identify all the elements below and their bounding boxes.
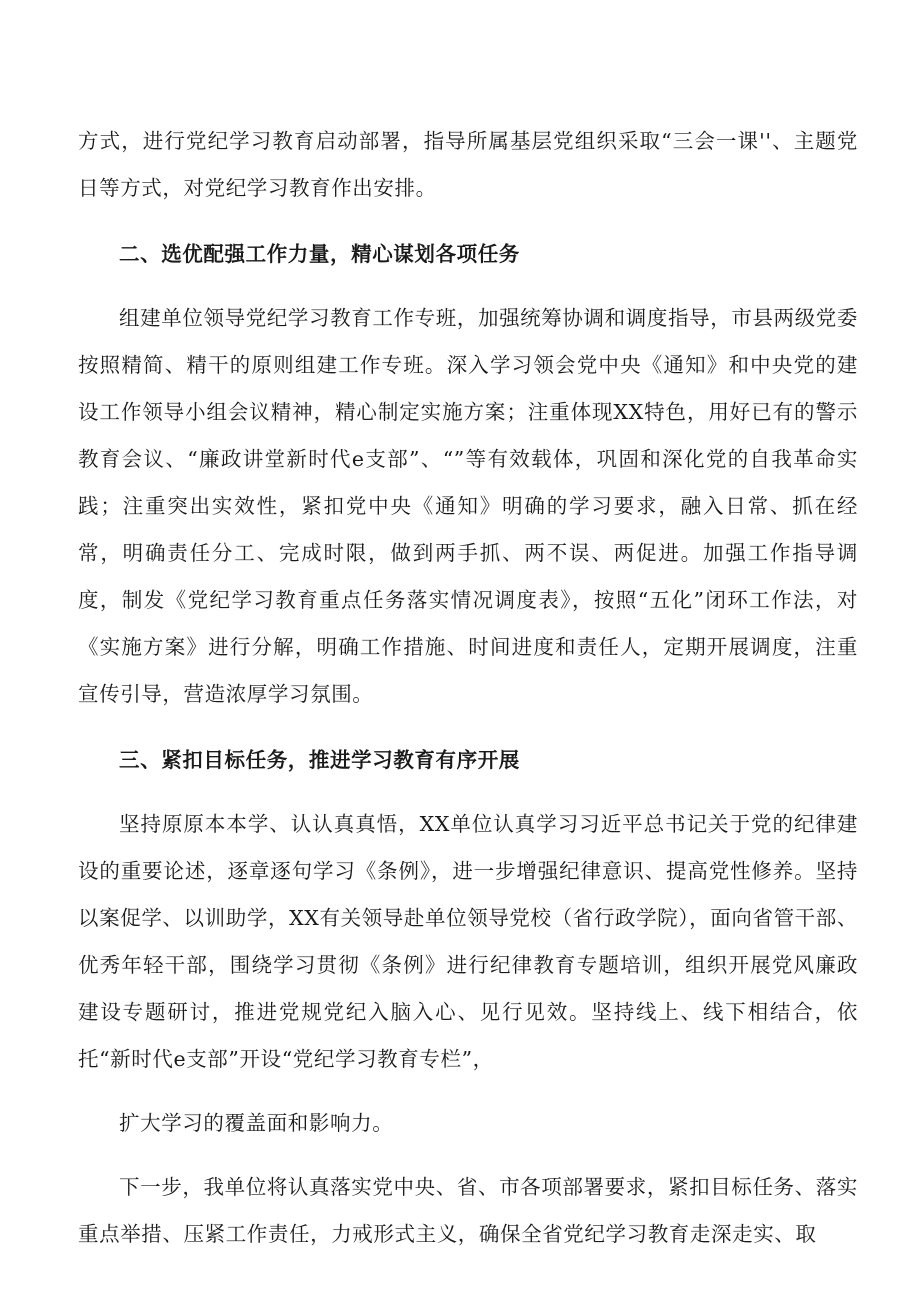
paragraph-next-steps: 下一步，我单位将认真落实党中央、省、市各项部署要求，紧扣目标任务、落实重点举措、压紧工作责任，力戒形式主义，确保全省党纪学习教育走深走实、取: [78, 1175, 858, 1246]
paragraph-section-3-body: 坚持原原本本学、认认真真悟，XX单位认真学习习近平总书记关于党的纪律建设的重要论述，逐章逐句学习《条例》，进一步增强纪律意识、提高党性修养。坚持以案促学、以训助学，XX有关领导赴单位领导党校（省行政学院），面向省管干部、优秀年轻干部，围绕学习贯彻《条例》进行纪律教育专题培训，组织开展党风廉政建设专题研讨，推进党规党纪入脑入心、见行见效。坚持线上、线下相结合，依托“新时代e支部”开设“党纪学习教育专栏”，: [78, 812, 858, 1071]
spacer: [78, 718, 858, 737]
spacer: [78, 1147, 858, 1164]
paragraph-section-2-body: 组建单位领导党纪学习教育工作专班，加强统筹协调和调度指导，市县两级党委按照精简、精干的原则组建工作专班。深入学习领会党中央《通知》和中央党的建设工作领导小组会议精神，精心制定实施方案；注重体现XX特色，用好已有的警示教育会议、“廉政讲堂新时代e支部”、“”等有效载体，巩固和深化党的自我革命实践；注重突出实效性，紧扣党中央《通知》明确的学习要求，融入日常、抓在经常，明确责任分工、完成时限，做到两手抓、两不误、两促进。加强工作指导调度，制发《党纪学习教育重点任务落实情况调度表》，按照“五化”闭环工作法，对《实施方案》进行分解，明确工作措施、时间进度和责任人，定期开展调度，注重宣传引导，营造浓厚学习氛围。: [78, 306, 858, 706]
spacer: [78, 1083, 858, 1100]
spacer: [78, 278, 858, 295]
spacer: [78, 212, 858, 231]
section-heading-3: 三、紧扣目标任务，推进学习教育有序开展: [119, 748, 520, 772]
spacer: [78, 784, 858, 801]
paragraph-intro-continuation: 方式，进行党纪学习教育启动部署，指导所属基层党组织采取“三会一课''、主题党日等方式，对党纪学习教育作出安排。: [78, 129, 858, 200]
document-page: [78, 118, 858, 1258]
section-heading-2: 二、选优配强工作力量，精心谋划各项任务: [119, 242, 520, 266]
paragraph-section-3-fragment: 扩大学习的覆盖面和影响力。: [119, 1111, 394, 1135]
